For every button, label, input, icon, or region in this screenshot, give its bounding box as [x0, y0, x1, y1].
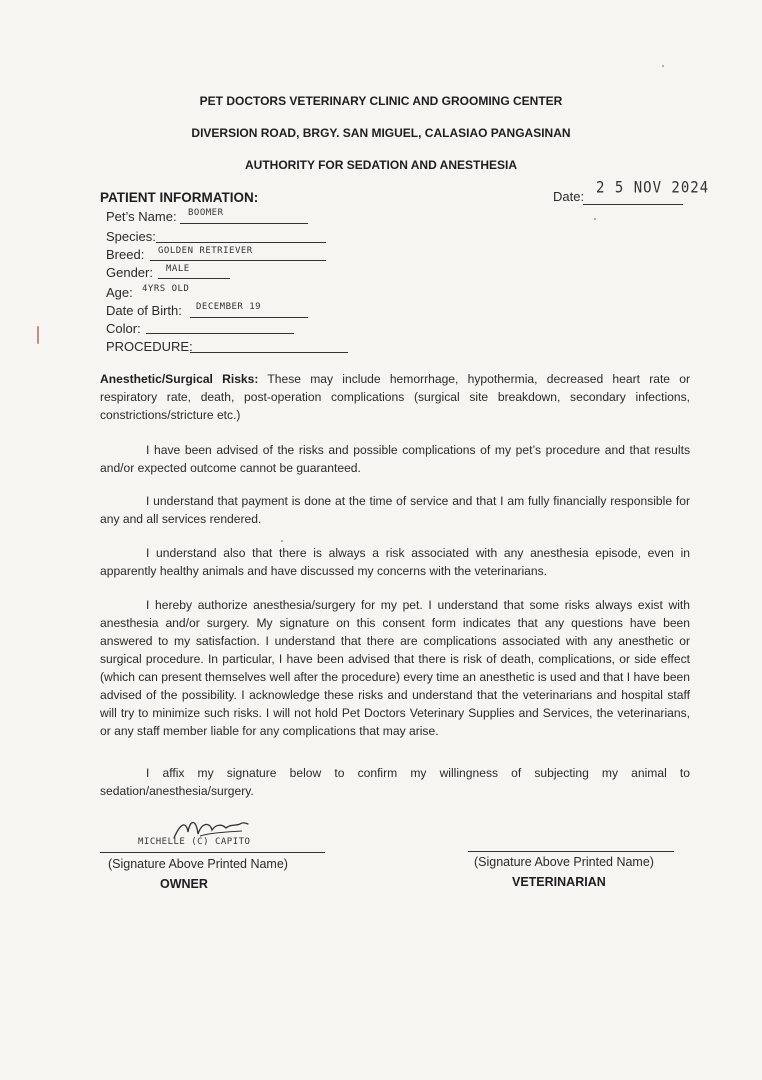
owner-printed-name: MICHELLE (C) CAPITO [138, 837, 251, 847]
patient-info-title: PATIENT INFORMATION: [100, 190, 259, 205]
owner-role: OWNER [160, 877, 208, 891]
pet-name-line [180, 223, 308, 224]
breed-label: Breed: [106, 247, 145, 262]
paragraph-anesthesia-risk: I understand also that there is always a risk associated with any anesthesia episode, even in apparently healthy animals and have discussed my concerns with the veterinarians. [100, 546, 690, 578]
dob-label: Date of Birth: [106, 303, 182, 318]
paragraph-risks-advised: I have been advised of the risks and possible complications of my pet’s procedure and that results and/or expected outcome cannot be guaranteed. [100, 443, 690, 475]
owner-signature-caption: (Signature Above Printed Name) [108, 857, 288, 871]
risks-text: These may include hemorrhage, hypothermia, decreased heart rate or respiratory rate, death, post-operation complications (surgical site breakdown, secondary infections, constrictions/stricture etc.) [100, 372, 690, 422]
color-line [146, 333, 294, 334]
paragraph-affix-signature: I affix my signature below to confirm my willingness of subjecting my animal to sedation/anesthesia/surgery. [100, 766, 690, 798]
clinic-address: DIVERSION ROAD, BRGY. SAN MIGUEL, CALASIAO PANGASINAN [191, 126, 571, 140]
procedure-line [190, 352, 348, 353]
breed-value: GOLDEN RETRIEVER [158, 246, 253, 256]
age-value: 4YRS OLD [142, 284, 190, 294]
gender-line [158, 278, 230, 279]
vet-role: VETERINARIAN [512, 875, 606, 889]
scan-mark [37, 326, 39, 344]
breed-line [150, 260, 326, 261]
procedure-label: PROCEDURE: [106, 339, 193, 354]
form-title: AUTHORITY FOR SEDATION AND ANESTHESIA [244, 158, 517, 172]
date-value: 2 5 NOV 2024 [596, 178, 710, 198]
scan-speck [662, 65, 664, 67]
dob-value: DECEMBER 19 [196, 302, 262, 312]
dob-line [190, 317, 308, 318]
date-label: Date: [553, 189, 585, 204]
pet-name-label: Pet’s Name: [106, 209, 177, 224]
gender-value: MALE [166, 264, 190, 274]
paragraph-authorization: I hereby authorize anesthesia/surgery for my pet. I understand that some risks always exist with anesthesia and/or surgery. My signature on this consent form indicates that any questions have been answered to my satisfaction. I understand that there are complications associated with any anesthetic or surgical procedure. In particular, I have been advised that there is risk of death, complications, or side effect (which can present themselves well after the procedure) every time an anesthetic is used and that I have been advised of the possibility. I acknowledge these risks and understand that the veterinarians and hospital staff will try to minimize such risks. I will not hold Pet Doctors Veterinary Supplies and Services, the veterinarians, or any staff member liable for any complications that may arise. [100, 598, 690, 738]
clinic-name: PET DOCTORS VETERINARY CLINIC AND GROOMING CENTER [199, 94, 563, 108]
color-label: Color: [106, 321, 141, 336]
age-label: Age: [106, 285, 133, 300]
gender-label: Gender: [106, 265, 153, 280]
owner-signature-line [100, 852, 325, 853]
date-line [583, 204, 683, 205]
species-label: Species: [106, 229, 156, 244]
pet-name-value: BOOMER [188, 208, 224, 218]
risks-paragraph [100, 370, 690, 424]
scan-speck [281, 540, 283, 542]
risks-heading: Anesthetic/Surgical Risks: [100, 372, 259, 386]
scan-speck [594, 218, 596, 220]
vet-signature-line [468, 851, 674, 852]
vet-signature-caption: (Signature Above Printed Name) [474, 855, 654, 869]
paragraph-payment: I understand that payment is done at the time of service and that I am fully financially responsible for any and all services rendered. [100, 494, 690, 526]
species-line [156, 242, 326, 243]
